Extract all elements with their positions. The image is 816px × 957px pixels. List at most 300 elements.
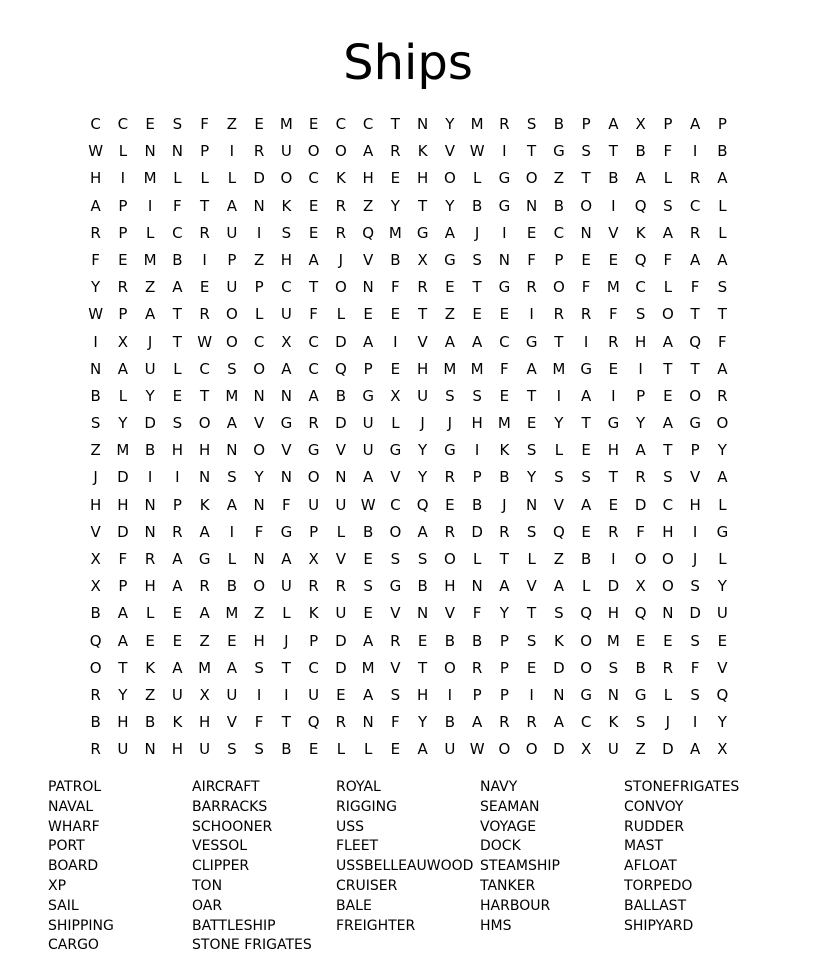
grid-letter[interactable]: S xyxy=(554,468,564,487)
grid-letter[interactable]: N xyxy=(498,250,510,269)
grid-letter[interactable]: O xyxy=(443,169,456,188)
grid-letter[interactable]: L xyxy=(336,305,346,324)
grid-letter[interactable]: E xyxy=(227,631,237,650)
grid-letter[interactable]: Q xyxy=(580,604,593,623)
grid-letter[interactable]: K xyxy=(281,196,292,215)
grid-letter[interactable]: A xyxy=(226,658,237,677)
grid-letter[interactable]: J xyxy=(338,250,344,269)
grid-letter[interactable]: Z xyxy=(144,685,156,704)
grid-letter[interactable]: A xyxy=(635,169,646,188)
grid-letter[interactable]: L xyxy=(718,223,727,242)
grid-letter[interactable]: H xyxy=(144,577,156,596)
grid-letter[interactable]: R xyxy=(526,278,537,297)
grid-letter[interactable]: B xyxy=(90,713,101,732)
grid-letter[interactable]: G xyxy=(498,278,511,297)
grid-letter[interactable]: D xyxy=(144,414,156,433)
grid-letter[interactable]: Y xyxy=(91,278,101,297)
grid-letter[interactable]: R xyxy=(144,550,156,568)
grid-letter[interactable]: L xyxy=(718,196,727,215)
grid-letter[interactable]: A xyxy=(199,604,210,623)
grid-letter[interactable]: O xyxy=(334,142,347,161)
grid-letter[interactable]: R xyxy=(608,522,619,541)
grid-letter[interactable]: J xyxy=(474,223,480,242)
grid-letter[interactable]: L xyxy=(282,604,291,623)
grid-letter[interactable]: R xyxy=(608,332,619,351)
grid-letter[interactable]: X xyxy=(635,577,646,596)
grid-letter[interactable]: A xyxy=(308,250,319,269)
grid-letter[interactable]: F xyxy=(282,495,291,514)
grid-letter[interactable]: S xyxy=(690,631,700,650)
grid-letter[interactable]: G xyxy=(498,196,511,215)
grid-letter[interactable]: A xyxy=(144,305,156,324)
grid-letter[interactable]: A xyxy=(226,495,237,514)
grid-letter[interactable]: C xyxy=(499,332,510,351)
grid-letter[interactable]: E xyxy=(526,658,537,677)
grid-letter[interactable]: L xyxy=(118,386,128,405)
grid-letter[interactable]: N xyxy=(144,522,156,541)
grid-letter[interactable]: R xyxy=(526,713,537,732)
grid-letter[interactable]: X xyxy=(635,115,646,133)
grid-letter[interactable]: M xyxy=(225,604,239,623)
grid-letter[interactable]: F xyxy=(391,278,400,297)
grid-letter[interactable]: O xyxy=(580,631,593,650)
grid-letter[interactable]: E xyxy=(308,223,319,242)
grid-letter[interactable]: E xyxy=(390,169,401,188)
grid-letter[interactable]: O xyxy=(334,278,347,297)
grid-letter[interactable]: Y xyxy=(499,604,509,623)
grid-letter[interactable]: X xyxy=(580,740,592,759)
grid-letter[interactable]: F xyxy=(718,332,727,351)
grid-letter[interactable]: L xyxy=(554,441,564,460)
grid-letter[interactable]: I xyxy=(638,359,643,378)
grid-letter[interactable]: H xyxy=(89,169,102,188)
grid-letter[interactable]: S xyxy=(635,713,646,732)
grid-letter[interactable]: S xyxy=(526,441,537,460)
grid-letter[interactable]: F xyxy=(91,250,100,269)
grid-letter[interactable]: P xyxy=(472,685,482,704)
grid-letter[interactable]: U xyxy=(280,577,292,596)
grid-letter[interactable]: H xyxy=(117,495,129,514)
grid-letter[interactable]: O xyxy=(198,414,211,433)
grid-letter[interactable]: A xyxy=(172,577,183,596)
grid-letter[interactable]: S xyxy=(663,196,673,215)
grid-letter[interactable]: L xyxy=(254,305,264,324)
grid-letter[interactable]: C xyxy=(689,196,701,215)
grid-letter[interactable]: S xyxy=(254,658,264,677)
grid-letter[interactable]: G xyxy=(444,250,456,269)
grid-letter[interactable]: E xyxy=(145,631,155,650)
grid-letter[interactable]: R xyxy=(689,169,701,188)
grid-letter[interactable]: U xyxy=(280,142,292,161)
grid-letter[interactable]: O xyxy=(253,577,266,596)
grid-letter[interactable]: C xyxy=(90,115,101,133)
grid-letter[interactable]: R xyxy=(199,223,210,242)
grid-letter[interactable]: B xyxy=(635,658,646,677)
grid-letter[interactable]: Z xyxy=(226,115,238,133)
grid-letter[interactable]: T xyxy=(581,414,591,433)
grid-letter[interactable]: S xyxy=(608,658,619,677)
grid-letter[interactable]: A xyxy=(662,414,673,433)
grid-letter[interactable]: A xyxy=(471,713,483,732)
grid-letter[interactable]: P xyxy=(717,115,727,133)
grid-letter[interactable]: F xyxy=(118,550,128,568)
grid-letter[interactable]: S xyxy=(390,685,401,704)
grid-letter[interactable]: R xyxy=(444,522,456,541)
grid-letter[interactable]: I xyxy=(447,685,453,704)
grid-letter[interactable]: O xyxy=(280,169,293,188)
grid-letter[interactable]: A xyxy=(580,386,592,405)
grid-letter[interactable]: X xyxy=(717,740,728,759)
grid-letter[interactable]: K xyxy=(199,495,210,514)
grid-letter[interactable]: A xyxy=(717,359,728,378)
grid-letter[interactable]: V xyxy=(444,604,455,623)
grid-letter[interactable]: P xyxy=(690,441,700,460)
grid-letter[interactable]: Y xyxy=(418,468,428,487)
grid-letter[interactable]: Y xyxy=(118,414,128,433)
grid-letter[interactable]: S xyxy=(363,577,373,596)
grid-letter[interactable]: E xyxy=(390,740,401,759)
grid-letter[interactable]: Q xyxy=(689,332,702,351)
grid-letter[interactable]: U xyxy=(362,441,374,460)
grid-letter[interactable]: E xyxy=(472,305,482,324)
grid-letter[interactable]: U xyxy=(417,386,429,405)
grid-letter[interactable]: E xyxy=(526,414,537,433)
grid-letter[interactable]: R xyxy=(390,631,401,650)
grid-letter[interactable]: T xyxy=(527,142,537,161)
grid-letter[interactable]: N xyxy=(362,278,374,297)
grid-letter[interactable]: S xyxy=(581,468,591,487)
grid-letter[interactable]: D xyxy=(335,414,347,433)
grid-letter[interactable]: E xyxy=(254,115,264,133)
grid-letter[interactable]: R xyxy=(717,386,728,405)
grid-letter[interactable]: T xyxy=(499,550,509,568)
grid-letter[interactable]: R xyxy=(689,223,701,242)
grid-letter[interactable]: B xyxy=(144,713,156,732)
grid-letter[interactable]: I xyxy=(229,142,235,161)
grid-letter[interactable]: D xyxy=(553,740,565,759)
grid-letter[interactable]: A xyxy=(662,332,673,351)
grid-letter[interactable]: I xyxy=(175,468,180,487)
grid-letter[interactable]: Z xyxy=(90,441,101,460)
grid-letter[interactable]: D xyxy=(607,577,620,596)
grid-letter[interactable]: I xyxy=(692,522,698,541)
grid-letter[interactable]: I xyxy=(256,685,262,704)
grid-letter[interactable]: S xyxy=(254,740,264,759)
grid-letter[interactable]: H xyxy=(362,169,374,188)
grid-letter[interactable]: P xyxy=(309,631,319,650)
grid-letter[interactable]: A xyxy=(417,740,428,759)
grid-letter[interactable]: K xyxy=(635,223,646,242)
grid-letter[interactable]: H xyxy=(607,604,620,623)
grid-letter[interactable]: V xyxy=(717,658,728,677)
grid-letter[interactable]: F xyxy=(690,278,700,297)
grid-letter[interactable]: Y xyxy=(118,685,128,704)
grid-letter[interactable]: R xyxy=(308,577,319,596)
grid-letter[interactable]: O xyxy=(89,658,102,677)
grid-letter[interactable]: A xyxy=(199,522,210,541)
grid-letter[interactable]: B xyxy=(580,550,592,568)
grid-letter[interactable]: Z xyxy=(144,278,156,297)
grid-letter[interactable]: N xyxy=(335,468,347,487)
grid-letter[interactable]: T xyxy=(581,169,591,188)
grid-letter[interactable]: R xyxy=(253,142,265,161)
grid-letter[interactable]: L xyxy=(145,604,155,623)
grid-letter[interactable]: X xyxy=(417,250,428,269)
grid-letter[interactable]: P xyxy=(499,631,509,650)
grid-letter[interactable]: G xyxy=(580,685,592,704)
grid-letter[interactable]: P xyxy=(200,142,210,161)
grid-letter[interactable]: R xyxy=(199,305,210,324)
grid-letter[interactable]: B xyxy=(444,713,456,732)
grid-letter[interactable]: P xyxy=(472,468,482,487)
grid-letter[interactable]: H xyxy=(198,713,211,732)
grid-letter[interactable]: U xyxy=(226,278,238,297)
grid-letter[interactable]: A xyxy=(662,223,673,242)
grid-letter[interactable]: T xyxy=(118,658,128,677)
grid-letter[interactable]: K xyxy=(145,658,156,677)
grid-letter[interactable]: N xyxy=(171,142,183,161)
grid-letter[interactable]: A xyxy=(499,577,510,596)
grid-letter[interactable]: I xyxy=(474,441,480,460)
grid-letter[interactable]: T xyxy=(418,658,428,677)
grid-letter[interactable]: A xyxy=(281,550,292,568)
grid-letter[interactable]: M xyxy=(388,223,402,242)
grid-letter[interactable]: N xyxy=(471,577,483,596)
grid-letter[interactable]: K xyxy=(499,441,510,460)
grid-letter[interactable]: P xyxy=(636,386,646,405)
grid-letter[interactable]: C xyxy=(335,115,347,133)
grid-letter[interactable]: C xyxy=(308,169,319,188)
grid-letter[interactable]: O xyxy=(253,359,266,378)
grid-letter[interactable]: F xyxy=(527,250,536,269)
grid-letter[interactable]: U xyxy=(362,414,374,433)
grid-letter[interactable]: C xyxy=(308,332,319,351)
grid-letter[interactable]: R xyxy=(172,522,183,541)
grid-letter[interactable]: R xyxy=(90,685,101,704)
grid-letter[interactable]: Q xyxy=(552,522,565,541)
grid-letter[interactable]: V xyxy=(281,441,292,460)
grid-letter[interactable]: A xyxy=(580,495,592,514)
grid-letter[interactable]: M xyxy=(606,278,620,297)
grid-letter[interactable]: T xyxy=(690,359,700,378)
grid-letter[interactable]: N xyxy=(144,740,156,759)
grid-letter[interactable]: A xyxy=(689,250,701,269)
grid-letter[interactable]: S xyxy=(90,414,101,433)
grid-letter[interactable]: T xyxy=(527,386,537,405)
grid-letter[interactable]: G xyxy=(389,441,402,460)
grid-letter[interactable]: V xyxy=(226,713,237,732)
grid-letter[interactable]: Y xyxy=(254,468,264,487)
grid-letter[interactable]: V xyxy=(362,250,374,269)
grid-letter[interactable]: T xyxy=(390,115,400,133)
grid-letter[interactable]: A xyxy=(117,631,128,650)
grid-letter[interactable]: P xyxy=(363,359,373,378)
grid-letter[interactable]: R xyxy=(580,305,592,324)
grid-letter[interactable]: E xyxy=(635,631,646,650)
grid-letter[interactable]: I xyxy=(93,332,98,351)
grid-letter[interactable]: T xyxy=(418,305,428,324)
grid-letter[interactable]: P xyxy=(172,495,182,514)
grid-letter[interactable]: Y xyxy=(527,468,537,487)
grid-letter[interactable]: Z xyxy=(362,196,374,215)
grid-letter[interactable]: A xyxy=(608,115,619,133)
grid-letter[interactable]: E xyxy=(118,250,128,269)
grid-letter[interactable]: M xyxy=(225,386,239,405)
grid-letter[interactable]: J xyxy=(502,495,507,514)
grid-letter[interactable]: B xyxy=(144,441,156,460)
grid-letter[interactable]: O xyxy=(498,740,511,759)
grid-letter[interactable]: H xyxy=(416,169,429,188)
grid-letter[interactable]: P xyxy=(227,250,237,269)
grid-letter[interactable]: N xyxy=(280,468,292,487)
grid-letter[interactable]: L xyxy=(145,223,155,242)
grid-letter[interactable]: F xyxy=(690,658,700,677)
grid-letter[interactable]: D xyxy=(253,169,265,188)
grid-letter[interactable]: V xyxy=(553,495,564,514)
grid-letter[interactable]: D xyxy=(471,522,483,541)
grid-letter[interactable]: P xyxy=(118,196,128,215)
grid-letter[interactable]: X xyxy=(117,332,129,351)
grid-letter[interactable]: Z xyxy=(253,250,265,269)
grid-letter[interactable]: T xyxy=(527,604,537,623)
grid-letter[interactable]: U xyxy=(335,604,347,623)
grid-letter[interactable]: O xyxy=(253,441,266,460)
grid-letter[interactable]: R xyxy=(90,223,101,242)
grid-letter[interactable]: Y xyxy=(717,577,727,596)
grid-letter[interactable]: A xyxy=(172,278,183,297)
grid-letter[interactable]: J xyxy=(420,414,425,433)
grid-letter[interactable]: D xyxy=(117,522,129,541)
grid-letter[interactable]: F xyxy=(173,196,182,215)
grid-letter[interactable]: O xyxy=(307,142,320,161)
grid-letter[interactable]: C xyxy=(117,115,129,133)
grid-letter[interactable]: A xyxy=(553,713,564,732)
grid-letter[interactable]: A xyxy=(362,468,374,487)
grid-letter[interactable]: D xyxy=(335,631,347,650)
grid-letter[interactable]: L xyxy=(718,550,727,568)
grid-letter[interactable]: C xyxy=(281,278,292,297)
grid-letter[interactable]: I xyxy=(692,142,698,161)
grid-letter[interactable]: B xyxy=(390,250,401,269)
grid-letter[interactable]: G xyxy=(389,577,402,596)
grid-letter[interactable]: R xyxy=(308,414,319,433)
grid-letter[interactable]: M xyxy=(497,414,511,433)
grid-letter[interactable]: I xyxy=(147,196,153,215)
grid-letter[interactable]: A xyxy=(444,332,455,351)
grid-letter[interactable]: F xyxy=(200,115,209,133)
grid-letter[interactable]: A xyxy=(172,550,183,568)
grid-letter[interactable]: I xyxy=(120,169,126,188)
grid-letter[interactable]: N xyxy=(90,359,102,378)
grid-letter[interactable]: E xyxy=(717,631,728,650)
grid-letter[interactable]: X xyxy=(308,550,319,568)
grid-letter[interactable]: H xyxy=(171,740,184,759)
grid-letter[interactable]: N xyxy=(417,115,429,133)
grid-letter[interactable]: X xyxy=(199,685,210,704)
grid-letter[interactable]: R xyxy=(335,196,347,215)
grid-letter[interactable]: E xyxy=(199,278,210,297)
grid-letter[interactable]: V xyxy=(90,522,101,541)
grid-letter[interactable]: V xyxy=(390,468,401,487)
grid-letter[interactable]: J xyxy=(447,414,453,433)
grid-letter[interactable]: C xyxy=(553,223,565,242)
grid-letter[interactable]: Q xyxy=(634,196,647,215)
grid-letter[interactable]: B xyxy=(471,196,483,215)
grid-letter[interactable]: Q xyxy=(362,223,375,242)
grid-letter[interactable]: B xyxy=(553,196,565,215)
grid-letter[interactable]: J xyxy=(93,468,98,487)
grid-letter[interactable]: D xyxy=(634,495,647,514)
grid-letter[interactable]: S xyxy=(663,468,673,487)
grid-letter[interactable]: V xyxy=(390,604,401,623)
grid-letter[interactable]: M xyxy=(361,658,375,677)
grid-letter[interactable]: H xyxy=(416,685,429,704)
grid-letter[interactable]: R xyxy=(553,305,565,324)
grid-letter[interactable]: I xyxy=(502,223,507,242)
grid-letter[interactable]: J xyxy=(147,332,153,351)
grid-letter[interactable]: E xyxy=(336,685,346,704)
grid-letter[interactable]: S xyxy=(227,359,237,378)
grid-letter[interactable]: I xyxy=(256,223,262,242)
grid-letter[interactable]: N xyxy=(417,604,429,623)
grid-letter[interactable]: A xyxy=(117,604,128,623)
grid-letter[interactable]: W xyxy=(360,495,376,514)
grid-letter[interactable]: O xyxy=(661,550,674,568)
grid-letter[interactable]: S xyxy=(472,250,482,269)
grid-letter[interactable]: A xyxy=(553,577,564,596)
grid-letter[interactable]: R xyxy=(390,142,401,161)
grid-letter[interactable]: V xyxy=(335,441,346,460)
grid-letter[interactable]: R xyxy=(471,658,483,677)
grid-letter[interactable]: A xyxy=(308,386,319,405)
grid-letter[interactable]: I xyxy=(147,468,153,487)
grid-letter[interactable]: E xyxy=(499,386,510,405)
grid-letter[interactable]: N xyxy=(362,713,374,732)
grid-letter[interactable]: B xyxy=(90,386,101,405)
grid-letter[interactable]: E xyxy=(363,550,373,568)
grid-letter[interactable]: C xyxy=(253,332,265,351)
grid-letter[interactable]: L xyxy=(336,522,346,541)
grid-letter[interactable]: L xyxy=(527,550,536,568)
grid-letter[interactable]: P xyxy=(663,115,673,133)
grid-letter[interactable]: N xyxy=(253,495,265,514)
grid-letter[interactable]: V xyxy=(444,142,455,161)
grid-letter[interactable]: W xyxy=(88,142,104,161)
grid-letter[interactable]: K xyxy=(308,604,319,623)
grid-letter[interactable]: S xyxy=(472,386,482,405)
grid-letter[interactable]: X xyxy=(281,332,292,351)
grid-letter[interactable]: S xyxy=(227,740,237,759)
grid-letter[interactable]: T xyxy=(608,468,618,487)
grid-letter[interactable]: K xyxy=(417,142,428,161)
grid-letter[interactable]: I xyxy=(611,196,616,215)
grid-letter[interactable]: C xyxy=(662,495,674,514)
grid-letter[interactable]: E xyxy=(663,386,673,405)
grid-letter[interactable]: F xyxy=(309,305,318,324)
grid-letter[interactable]: L xyxy=(663,278,673,297)
grid-letter[interactable]: E xyxy=(145,115,155,133)
grid-letter[interactable]: N xyxy=(580,223,592,242)
grid-letter[interactable]: E xyxy=(608,359,619,378)
grid-letter[interactable]: N xyxy=(253,196,265,215)
grid-letter[interactable]: L xyxy=(581,577,591,596)
grid-letter[interactable]: U xyxy=(199,740,211,759)
grid-letter[interactable]: E xyxy=(581,522,591,541)
grid-letter[interactable]: T xyxy=(663,441,673,460)
grid-letter[interactable]: R xyxy=(635,468,646,487)
grid-letter[interactable]: F xyxy=(254,522,264,541)
grid-letter[interactable]: A xyxy=(689,740,701,759)
